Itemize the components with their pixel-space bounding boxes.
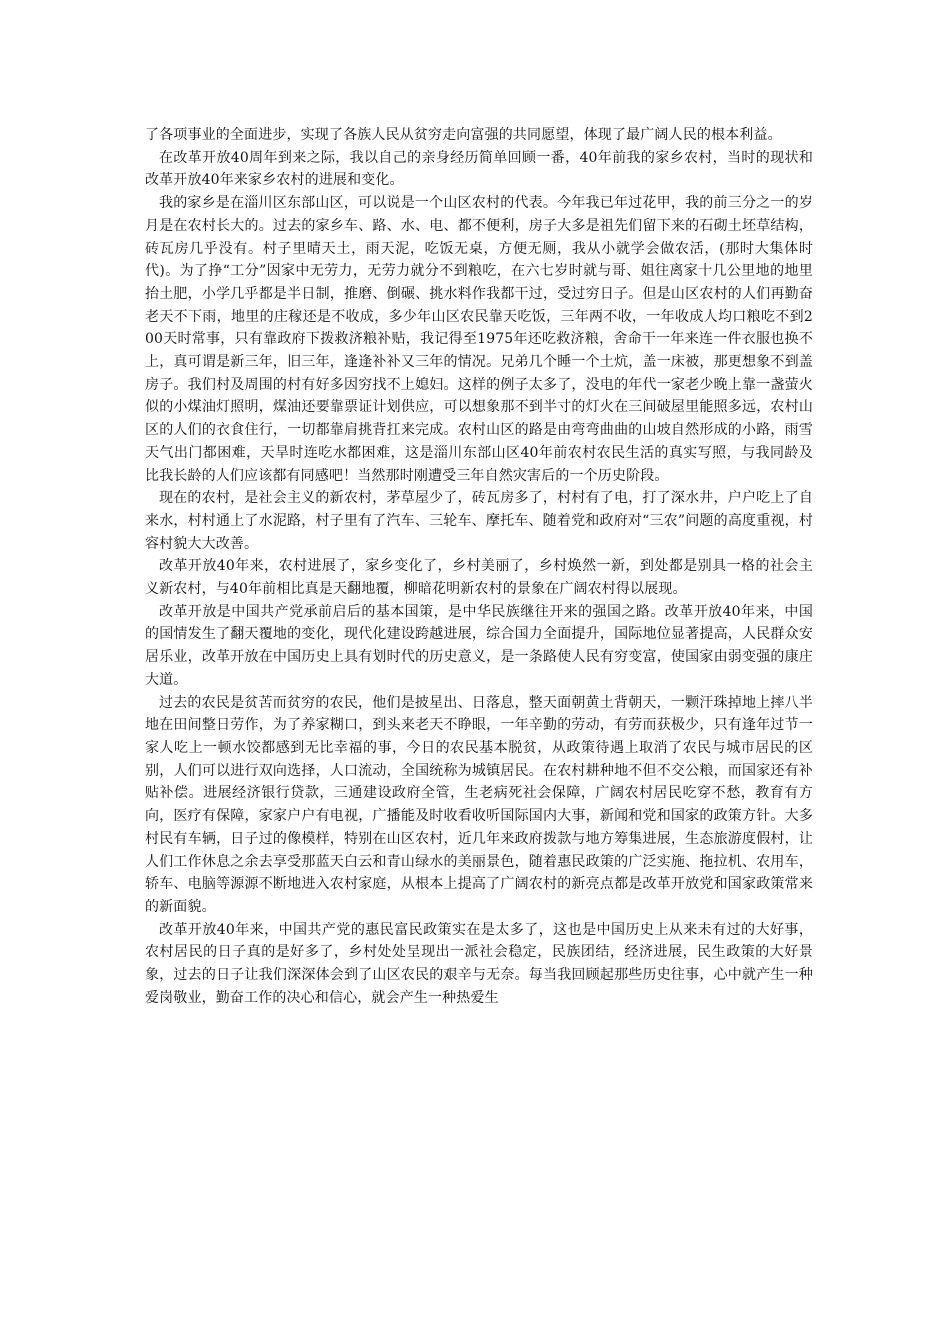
paragraph-benefits: 改革开放40年来，中国共产党的惠民富民政策实在是太多了，这也是中国历史上从来未有过的大好事，农村居民的日子真的是好多了，乡村处处呈现出一派社会稳定，民族团结，经济进展，民生政策的大好景象，过去的日子让我们深深体会到了山区农民的艰辛与无奈。每当我回顾起那些历史往事，心中就产生一种爱岗敬业，勤奋工作的决心和信心，就会产生一种热爱生 bbox=[145, 921, 813, 1006]
paragraph-new-countryside: 现在的农村，是社会主义的新农村，茅草屋少了，砖瓦房多了，村村有了电，打了深水井，户户吃上了自来水，村村通上了水泥路，村子里有了汽车、三轮车、摩托车、随着党和政府对“三农”问题的高度重视，村容村貌大大改善。 bbox=[145, 490, 813, 552]
paragraph-reform-policy: 改革开放是中国共产党承前启后的基本国策，是中华民族继往开来的强国之路。改革开放40年来，中国的国情发生了翻天覆地的变化，现代化建设跨越进展，综合国力全面提升，国际地位显著提高，人民群众安居乐业，改革开放在中国历史上具有划时代的历史意义，是一条路使人民有穷变富，使国家由弱变强的康庄大道。 bbox=[145, 603, 813, 688]
paragraph-farmers-life: 过去的农民是贫苦而贫穷的农民，他们是披星出、日落息，整天面朝黄土背朝天，一颗汗珠掉地上摔八半地在田间整日劳作，为了养家糊口，到头来老天不睁眼，一年辛勤的劳动，有劳而获极少，只有逢年过节一家人吃上一顿水饺都感到无比幸福的事，今日的农民基本脱贫，从政策待遇上取消了农民与城市居民的区别，人们可以进行双向选择，人口流动，全国统称为城镇居民。在农村耕种地不但不交公粮，而国家还有补贴补偿。进展经济银行贷款，三通建设政府全管，生老病死社会保障，广阔农村居民吃穿不愁，教育有方向，医疗有保障，家家户户有电视，广播能及时收看收听国际国内大事，新闻和党和国家的政策方针。大多村民有车辆，日子过的像模样，特别在山区农村，近几年来政府拨款与地方筹集进展，生态旅游度假村，让人们工作休息之余去享受那蓝天白云和青山绿水的美丽景色，随着惠民政策的广泛实施、拖拉机、农用车，轿车、电脑等源源不断地进入农村家庭，从根本上提高了广阔农村的新亮点都是改革开放党和国家政策常来的新面貌。 bbox=[145, 694, 813, 915]
paragraph-village-change: 改革开放40年来，农村进展了，家乡变化了，乡村美丽了，乡村焕然一新，到处都是别具一格的社会主义新农村，与40年前相比真是天翻地覆，柳暗花明新农村的景象在广阔农村得以展现。 bbox=[145, 558, 813, 598]
paragraph-hometown-past: 我的家乡是在淄川区东部山区，可以说是一个山区农村的代表。今年我已年过花甲，我的前三分之一的岁月是在农村长大的。过去的家乡车、路、水、电、都不便利，房子大多是祖先们留下来的石砌土坯草结构，砖瓦房几乎没有。村子里晴天土，雨天泥，吃饭无桌，方便无厕，我从小就学会做农活，(那时大集体时代)。为了挣“工分”因家中无劳力，无劳力就分不到粮吃，在六七岁时就与哥、姐往离家十几公里地的地里抬土肥，小学几乎都是半日制，推磨、倒碾、挑水料作我都干过，受过穷日子。但是山区农村的人们再勤奋老天不下雨，地里的庄稼还是不收成，多少年山区农民靠天吃饭，三年两不收，一年收成人均口粮吃不到200天时常事，只有靠政府下拨救济粮补贴，我记得至1975年还吃救济粮，舍命干一年来连一件衣服也换不上，真可谓是新三年，旧三年，逢逢补补又三年的情况。兄弟几个睡一个土炕，盖一床被，那更想象不到盖房子。我们村及周围的村有好多因穷找不上媳妇。这样的例子太多了，没电的年代一家老少晚上靠一盏萤火似的小煤油灯照明，煤油还要靠票证计划供应，可以想象那不到半寸的灯火在三间破屋里能照多远，农村山区的人们的衣食住行，一切都靠肩挑背扛来完成。农村山区的路是由弯弯曲曲的山坡自然形成的小路，雨雪天气出门都困难，天旱时连吃水都困难，这是淄川东部山区40年前农村农民生活的真实写照，与我同龄及比我长龄的人们应该都有同感吧！当然那时刚遭受三年自然灾害后的一个历史阶段。 bbox=[145, 195, 813, 484]
paragraph-continuation: 了各项事业的全面进步，实现了各族人民从贫穷走向富强的共同愿望，体现了最广阔人民的根本利益。 bbox=[145, 127, 782, 143]
document-body bbox=[145, 124, 813, 1009]
paragraph-intro: 在改革开放40周年到来之际，我以自己的亲身经历简单回顾一番，40年前我的家乡农村，当时的现状和改革开放40年来家乡农村的进展和变化。 bbox=[145, 149, 813, 189]
